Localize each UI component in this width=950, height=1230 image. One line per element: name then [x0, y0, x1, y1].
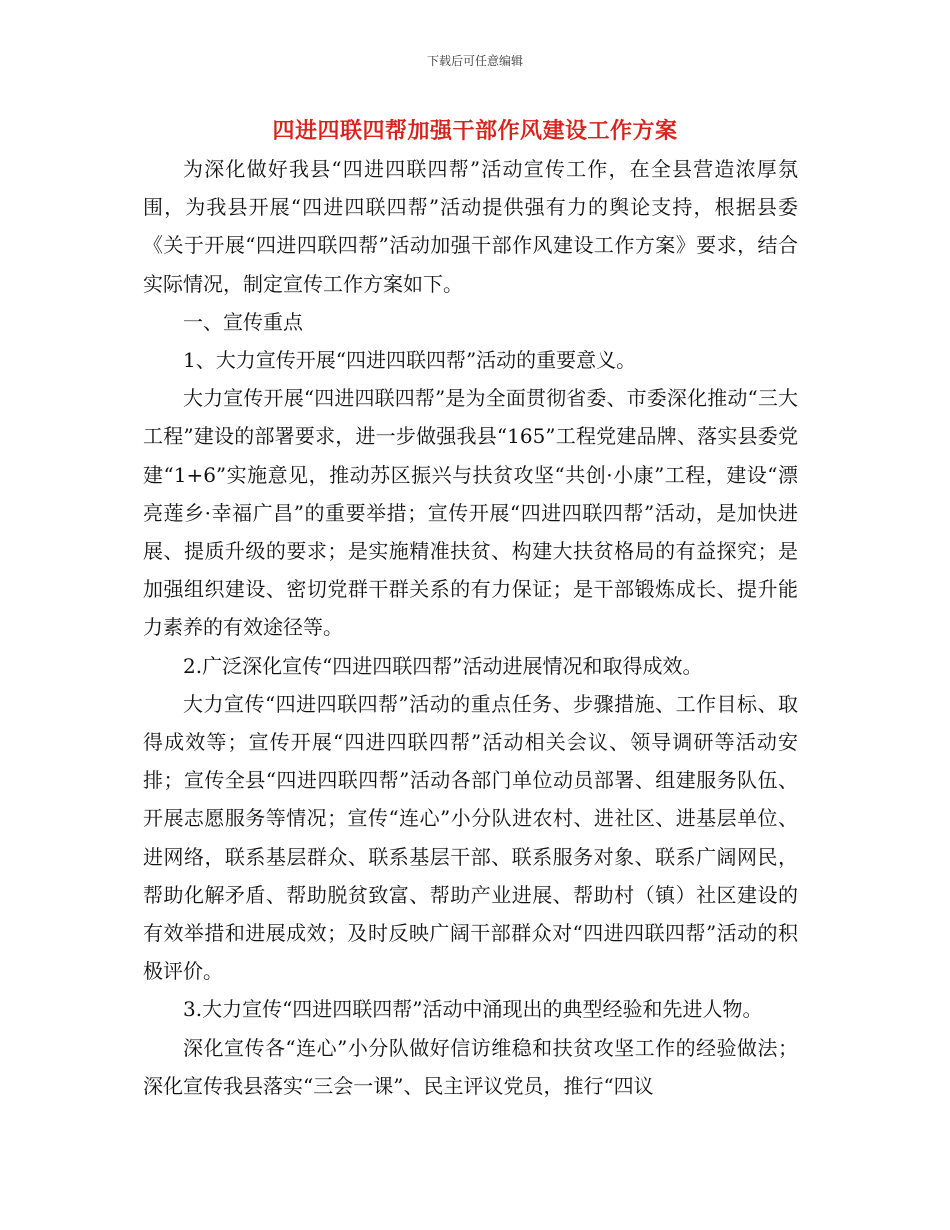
subheading-2: 2.广泛深化宣传“四进四联四帮”活动进展情况和取得成效。 [183, 653, 703, 678]
document-title: 四进四联四帮加强干部作风建设工作方案 [272, 118, 678, 144]
header-note: 下载后可任意编辑 [426, 54, 523, 68]
paragraph-progress: 大力宣传“四进四联四帮”活动的重点任务、步骤措施、工作目标、取得成效等；宣传开展“四进四联四帮”活动相关会议、领导调研等活动安排；宣传全县“四进四联四帮”活动各部门单位动员部署、组建服务队伍、开展志愿服务等情况；宣传“连心”小分队进农村、进社区、进基层单位、进网络，联系基层群众、联系基层干部、联系服务对象、联系广阔网民，帮助化解矛盾、帮助脱贫致富、帮助产业进展、帮助村（镇）社区建设的有效举措和进展成效；及时反映广阔干部群众对“四进四联四帮”活动的积极评价。 [143, 691, 798, 984]
subheading-1: 1、大力宣传开展“四进四联四帮”活动的重要意义。 [183, 348, 637, 373]
subheading-3: 3.大力宣传“四进四联四帮”活动中涌现出的典型经验和先进人物。 [183, 997, 763, 1022]
paragraph-intro: 为深化做好我县“四进四联四帮”活动宣传工作，在全县营造浓厚氛围，为我县开展“四进四联四帮”活动提供强有力的舆论支持，根据县委《关于开展“四进四联四帮”活动加强干部作风建设工作方案》要求，结合实际情况，制定宣传工作方案如下。 [143, 157, 798, 296]
paragraph-significance: 大力宣传开展“四进四联四帮”是为全面贯彻省委、市委深化推动“三大工程”建设的部署要求，进一步做强我县“165”工程党建品牌、落实县委党建“1+6”实施意见，推动苏区振兴与扶贫攻坚“共创·小康”工程，建设“漂亮莲乡·幸福广昌”的重要举措；宣传开展“四进四联四帮”活动，是加快进展、提质升级的要求；是实施精准扶贫、构建大扶贫格局的有益探究；是加强组织建设、密切党群干群关系的有力保证；是干部锻炼成长、提升能力素养的有效途径等。 [143, 386, 798, 640]
section-heading-1: 一、宣传重点 [183, 309, 303, 334]
document-body [143, 150, 798, 1105]
paragraph-experience: 深化宣传各“连心”小分队做好信访维稳和扶贫攻坚工作的经验做法；深化宣传我县落实“三会一课”、民主评议党员，推行“四议 [143, 1035, 798, 1098]
